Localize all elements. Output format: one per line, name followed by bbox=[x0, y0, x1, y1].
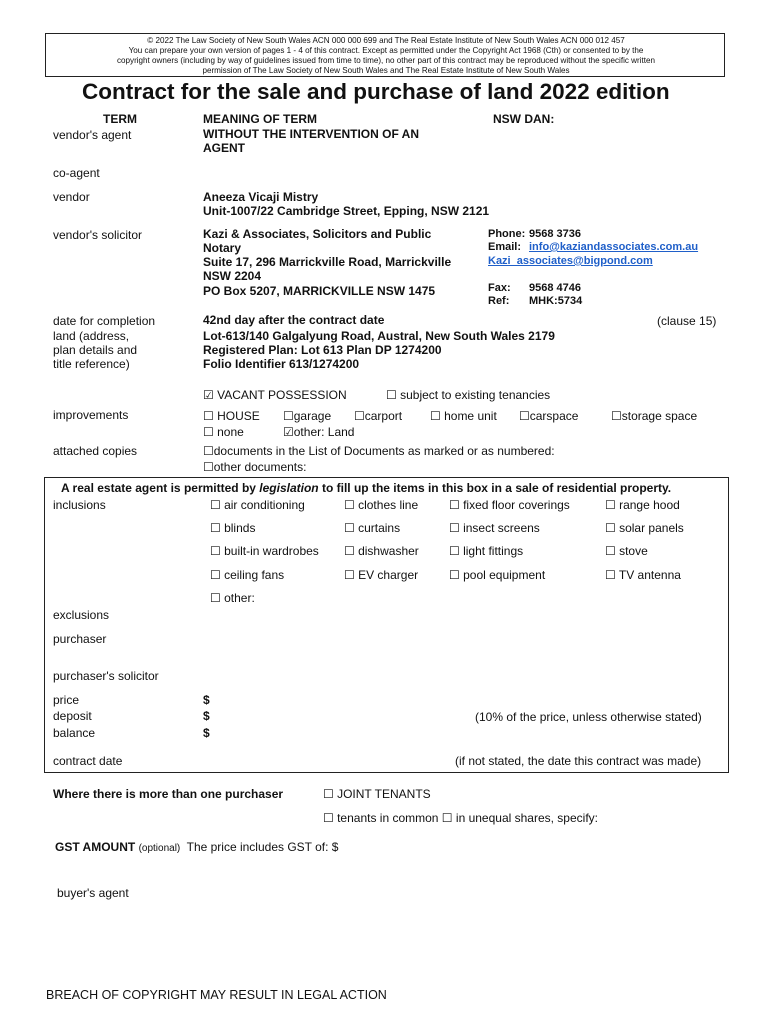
vendor-address[interactable]: Unit-1007/22 Cambridge Street, Epping, NSW 2121 bbox=[203, 204, 490, 218]
inclusion-checkbox[interactable]: ☐ fixed floor coverings bbox=[449, 498, 570, 512]
email-label: Email: bbox=[488, 241, 522, 253]
vacant-possession-checkbox[interactable]: ☑ VACANT POSSESSION bbox=[203, 388, 347, 402]
nsw-dan-header: NSW DAN: bbox=[493, 112, 555, 126]
land-label: title reference) bbox=[53, 357, 130, 371]
gst-optional: (optional) bbox=[138, 843, 181, 854]
more-than-one-purchaser-label: Where there is more than one purchaser bbox=[53, 787, 284, 801]
vendors-agent-value[interactable]: AGENT bbox=[203, 141, 245, 155]
vendors-agent-value[interactable]: WITHOUT THE INTERVENTION OF AN bbox=[203, 127, 419, 141]
term-header: TERM bbox=[103, 112, 137, 126]
completion-label: date for completion bbox=[53, 314, 156, 328]
inclusion-checkbox[interactable]: ☐ built-in wardrobes bbox=[210, 544, 319, 558]
email2-link[interactable]: Kazi_associates@bigpond.com bbox=[488, 255, 653, 267]
tenants-in-common-checkbox[interactable]: ☐ tenants in common ☐ in unequal shares, specify: bbox=[323, 811, 598, 825]
other-land-checkbox[interactable]: ☑other: Land bbox=[283, 425, 355, 439]
exclusions-label: exclusions bbox=[53, 608, 110, 622]
inclusion-checkbox[interactable]: ☐ TV antenna bbox=[605, 568, 681, 582]
footer-warning: BREACH OF COPYRIGHT MAY RESULT IN LEGAL ACTION bbox=[46, 988, 387, 1002]
gst-row bbox=[55, 840, 338, 854]
completion-value[interactable]: 42nd day after the contract date bbox=[203, 313, 385, 327]
vendors-solicitor-label: vendor's solicitor bbox=[53, 228, 142, 242]
inclusion-checkbox[interactable]: ☐ light fittings bbox=[449, 544, 524, 558]
deposit-dollar[interactable]: $ bbox=[203, 709, 210, 723]
contract-date-note: (if not stated, the date this contract was made) bbox=[455, 754, 702, 768]
deposit-label: deposit bbox=[53, 709, 92, 723]
ref-label: Ref: bbox=[488, 295, 510, 307]
inclusion-other-checkbox[interactable]: ☐ other: bbox=[210, 591, 255, 605]
vendor-name[interactable]: Aneeza Vicaji Mistry bbox=[203, 190, 319, 204]
phone-value[interactable]: 9568 3736 bbox=[529, 228, 581, 240]
inclusion-checkbox[interactable]: ☐ clothes line bbox=[344, 498, 419, 512]
clause-ref: (clause 15) bbox=[657, 314, 717, 328]
documents-list-checkbox[interactable]: ☐documents in the List of Documents as marked or as numbered: bbox=[203, 444, 555, 458]
buyers-agent-label: buyer's agent bbox=[57, 886, 129, 900]
joint-tenants-checkbox[interactable]: ☐ JOINT TENANTS bbox=[323, 787, 431, 801]
email-link[interactable]: info@kaziandassociates.com.au bbox=[529, 241, 699, 253]
inclusion-checkbox[interactable]: ☐ pool equipment bbox=[449, 568, 546, 582]
page-title: Contract for the sale and purchase of land 2022 edition bbox=[82, 79, 670, 104]
solicitor-line[interactable]: Suite 17, 296 Marrickville Road, Marrickville bbox=[203, 255, 452, 269]
land-label: plan details and bbox=[53, 343, 138, 357]
land-plan[interactable]: Registered Plan: Lot 613 Plan DP 1274200 bbox=[203, 343, 442, 357]
solicitor-line[interactable]: Kazi & Associates, Solicitors and Public bbox=[203, 227, 432, 241]
contract-date-label: contract date bbox=[53, 754, 123, 768]
phone-label: Phone: bbox=[488, 228, 526, 240]
carport-checkbox[interactable]: ☐carport bbox=[354, 409, 403, 423]
attached-copies-label: attached copies bbox=[53, 444, 138, 458]
copyright-line: permission of The Law Society of New South Wales and The Real Estate Institute of New South Wales bbox=[202, 66, 570, 75]
co-agent-label: co-agent bbox=[53, 166, 100, 180]
fax-value[interactable]: 9568 4746 bbox=[529, 282, 581, 294]
land-address[interactable]: Lot-613/140 Galgalyung Road, Austral, New South Wales 2179 bbox=[203, 329, 555, 343]
inclusion-checkbox[interactable]: ☐ EV charger bbox=[344, 568, 419, 582]
balance-dollar[interactable]: $ bbox=[203, 726, 210, 740]
price-dollar[interactable]: $ bbox=[203, 693, 210, 707]
inclusion-checkbox[interactable]: ☐ stove bbox=[605, 544, 648, 558]
purchaser-label: purchaser bbox=[53, 632, 107, 646]
solicitor-line[interactable]: NSW 2204 bbox=[203, 269, 262, 283]
vendor-label: vendor bbox=[53, 190, 90, 204]
agent-box-heading: A real estate agent is permitted by legislation to fill up the items in this box in a sale of residential property. bbox=[61, 481, 672, 495]
carspace-checkbox[interactable]: ☐carspace bbox=[519, 409, 579, 423]
inclusion-checkbox[interactable]: ☐ ceiling fans bbox=[210, 568, 285, 582]
gst-label: GST AMOUNT bbox=[55, 840, 136, 854]
inclusion-checkbox[interactable]: ☐ dishwasher bbox=[344, 544, 419, 558]
fax-label: Fax: bbox=[488, 282, 511, 294]
none-checkbox[interactable]: ☐ none bbox=[203, 425, 244, 439]
improvements-label: improvements bbox=[53, 408, 129, 422]
inclusion-checkbox[interactable]: ☐ air conditioning bbox=[210, 498, 305, 512]
tenancies-checkbox[interactable]: ☐ subject to existing tenancies bbox=[386, 388, 551, 402]
vendors-agent-label: vendor's agent bbox=[53, 128, 132, 142]
inclusion-checkbox[interactable]: ☐ curtains bbox=[344, 521, 401, 535]
home-unit-checkbox[interactable]: ☐ home unit bbox=[430, 409, 497, 423]
deposit-note: (10% of the price, unless otherwise stated) bbox=[475, 710, 702, 724]
price-label: price bbox=[53, 693, 80, 707]
inclusion-checkbox[interactable]: ☐ blinds bbox=[210, 521, 256, 535]
inclusion-checkbox[interactable]: ☐ insect screens bbox=[449, 521, 540, 535]
copyright-line: copyright owners (including by way of guidelines issued from time to time), no other part of this contract may be reproduced without the specific written bbox=[116, 56, 656, 65]
balance-label: balance bbox=[53, 726, 96, 740]
solicitor-line[interactable]: PO Box 5207, MARRICKVILLE NSW 1475 bbox=[203, 284, 436, 298]
inclusion-checkbox[interactable]: ☐ range hood bbox=[605, 498, 680, 512]
land-folio[interactable]: Folio Identifier 613/1274200 bbox=[203, 357, 360, 371]
ref-value[interactable]: MHK:5734 bbox=[529, 295, 583, 307]
solicitor-line[interactable]: Notary bbox=[203, 241, 242, 255]
meaning-header: MEANING OF TERM bbox=[203, 112, 317, 126]
copyright-line: You can prepare your own version of pages 1 - 4 of this contract. Except as permitted under the Copyright Act 1968 (Cth) or consented to by the bbox=[128, 46, 644, 55]
house-checkbox[interactable]: ☐ HOUSE bbox=[203, 409, 260, 423]
land-label: land (address, bbox=[53, 329, 130, 343]
copyright-line: © 2022 The Law Society of New South Wales ACN 000 000 699 and The Real Estate Institute of New South Wales ACN 000 012 457 bbox=[147, 36, 625, 45]
copyright-notice-box bbox=[45, 33, 725, 77]
inclusions-label: inclusions bbox=[53, 498, 106, 512]
gst-text[interactable]: The price includes GST of: $ bbox=[186, 840, 339, 854]
garage-checkbox[interactable]: ☐garage bbox=[283, 409, 332, 423]
inclusion-checkbox[interactable]: ☐ solar panels bbox=[605, 521, 684, 535]
storage-space-checkbox[interactable]: ☐storage space bbox=[611, 409, 698, 423]
other-documents-checkbox[interactable]: ☐other documents: bbox=[203, 460, 307, 474]
purchasers-solicitor-label: purchaser's solicitor bbox=[53, 669, 159, 683]
